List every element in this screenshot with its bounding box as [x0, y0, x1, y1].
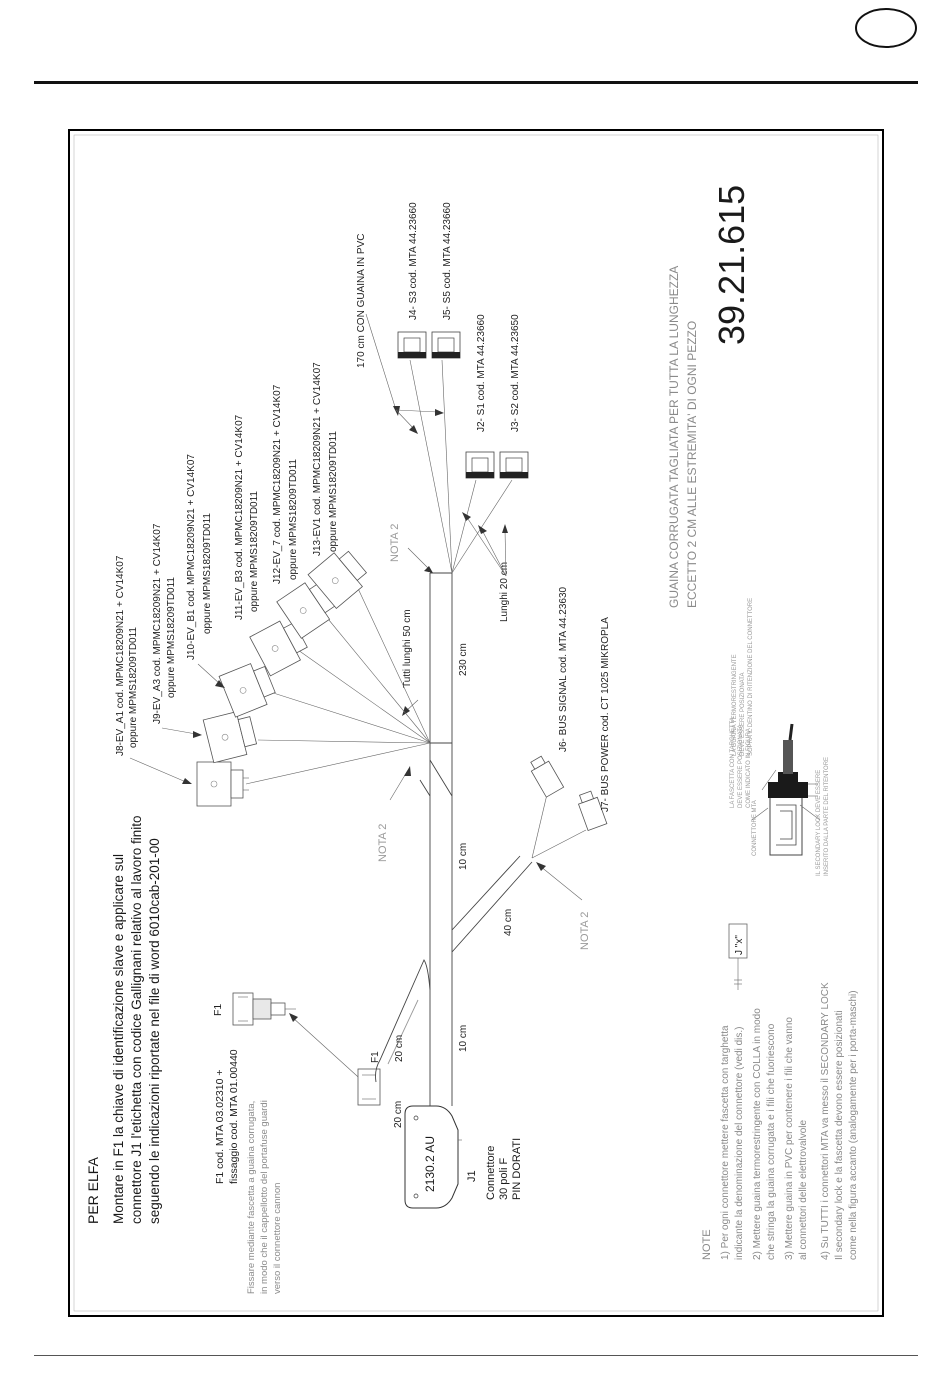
nota-2-a: NOTA 2: [377, 823, 389, 862]
valve-j8-alt: oppure MPMS18209TD011: [128, 627, 139, 748]
page-number: 39.21.615: [711, 184, 752, 345]
header-note: PER ELFA: [85, 1157, 101, 1224]
length-pvc: 170 cm CON GUAINA IN PVC: [356, 233, 367, 368]
header-rule: [34, 81, 918, 84]
sensor-j3: J3- S2 cod. MTA 44.23650: [510, 314, 521, 432]
length-10b: 10 cm: [458, 842, 469, 870]
j1-desc-1: Connettore: [485, 1145, 497, 1200]
j1-code: 2130.2 AU: [423, 1135, 437, 1192]
fuse-inline: [358, 1069, 380, 1105]
valve-j11-alt: oppure MPMS18209TD011: [249, 491, 260, 612]
footer-rule: [34, 1355, 918, 1356]
fuse-note-3: verso il connettore cannon: [272, 1182, 283, 1294]
detail-note-a-2: DEVE ESSERE POSIZIONATA: [738, 724, 744, 808]
length-40: 40 cm: [503, 908, 514, 936]
nota-2-b: NOTA 2: [389, 523, 401, 562]
valve-j10-code: J10-EV_B1 cod. MPMC18209N21 + CV14K07: [186, 454, 197, 660]
j1-name: J1: [466, 1170, 478, 1182]
note-line-5: 3) Mettere guaina in PVC per contenere i fili che vanno: [784, 1017, 795, 1260]
sensor-j5: J5- S5 cod. MTA 44.23660: [442, 202, 453, 320]
tag-label-text: J "x": [734, 935, 745, 955]
note-line-4: che stringa la guaina corrugata e i fili che fuoriescono: [766, 1023, 777, 1260]
length-230: 230 cm: [458, 643, 469, 676]
notes-title: NOTE: [701, 1229, 713, 1260]
bus-signal: J6- BUS SIGNAL cod. MTA 44.23630: [558, 586, 569, 752]
j1-desc-3: PIN DORATI: [511, 1137, 523, 1200]
length-20a: 20 cm: [393, 1100, 404, 1128]
sensor-connector-j4: [398, 332, 426, 358]
detail-note-b-2: DEVE ESSERE POSIZIONATA: [740, 672, 746, 756]
fuse-code: F1 cod. MTA 03.02310 +: [214, 1069, 226, 1184]
fuse-note-2: in modo che il cappellotto del portafuse guardi: [259, 1100, 270, 1294]
length-tutti: Tutti lunghi 50 cm: [402, 609, 413, 688]
valve-j12-alt: oppure MPMS18209TD011: [288, 459, 299, 580]
detail-note-b-1: LA GUAINA TERMORESTRINGENTE: [732, 654, 738, 756]
sensor-j4: J4- S3 cod. MTA 44.23660: [408, 202, 419, 320]
instruction-line-2: connettore J1 l'etichetta con codice Gallignani relativo al lavoro finito: [129, 815, 144, 1224]
detail-note-b-3: SOPRA IL DENTINO DI RITENZIONE DEL CONNETTORE: [748, 597, 754, 756]
fuse-note-1: Fissare mediante fascetta a guaina corrugata,: [246, 1100, 257, 1294]
instruction-line-1: Montare in F1 la chiave di identificazione slave e applicare sul: [111, 854, 126, 1224]
valve-j10-alt: oppure MPMS18209TD011: [202, 513, 213, 634]
valve-j13-alt: oppure MPMS18209TD011: [328, 431, 339, 552]
note-line-7: 4) Su TUTTI i connettori MTA va messo il SECONDARY LOCK: [820, 982, 831, 1260]
valve-j9-code: J9-EV_A3 cod. MPMC18209N21 + CV14K07: [152, 523, 163, 724]
detail-note-c-2: INSERITO DALLA PARTE DEL RITENTORE: [824, 756, 830, 876]
detail-note-c-1: IL SECONDARY LOCK DEVE ESSERE: [816, 769, 822, 876]
sensor-connector-j3: [500, 452, 528, 478]
length-lunghi: Lunghi 20 cm: [499, 561, 510, 622]
sensor-connector-j5: [432, 332, 460, 358]
fuse-fixing: fissaggio cod. MTA 01.00440: [228, 1049, 240, 1184]
length-10a: 10 cm: [458, 1024, 469, 1052]
fuse-label: F1: [212, 1003, 224, 1016]
sheath-note-2: ECCETTO 2 CM ALLE ESTREMITA' DI OGNI PEZZO: [685, 320, 699, 608]
note-line-3: 2) Mettere guaina termorestringente con COLLA in modo: [752, 1008, 763, 1260]
note-line-1: 1) Per ogni connettore mettere fascetta con targhetta: [720, 1025, 731, 1260]
detail-note-a-3: COME INDICATO IN FIGURA: [746, 728, 752, 808]
detail-connector-label: CONNETTORE MTA: [752, 800, 758, 856]
nota-2-c: NOTA 2: [579, 911, 591, 950]
detail-note-a-1: LA FASCETTA CON TARGHETTA: [730, 717, 736, 808]
note-line-2: indicante la denominazione del connettore (vedi dis.): [734, 1026, 745, 1260]
instruction-line-3: seguendo le indicazioni riportate nel file di word 6010cab-201-00: [147, 838, 162, 1224]
sheath-note-1: GUAINA CORRUGATA TAGLIATA PER TUTTA LA LUNGHEZZA: [667, 265, 681, 608]
note-line-8: Il secondary lock e la fascetta devono essere posizionati: [834, 1010, 845, 1260]
sensor-connector-j2: [466, 452, 494, 478]
fuse-inline-label: F1: [370, 1051, 381, 1063]
valve-j12-code: J12-EV_7 cod. MPMC18209N21 + CV14K07: [272, 384, 283, 584]
length-20b: 20 cm: [394, 1034, 405, 1062]
valve-j9-alt: oppure MPMS18209TD011: [166, 577, 177, 698]
valve-j11-code: J11-EV_B3 cod. MPMC18209N21 + CV14K07: [234, 414, 245, 620]
j1-desc-2: 30 poli F: [498, 1157, 510, 1200]
valve-j13-code: J13-EV1 cod. MPMC18209N21 + CV14K07: [312, 362, 323, 556]
note-line-6: al connettori delle elettrovalvole: [798, 1119, 809, 1260]
bus-power: J7- BUS POWER cod. CT 1025 MIKROPLA: [600, 617, 611, 812]
note-line-9: come nella figura accanto (analogamente per i porta-maschi): [848, 990, 859, 1260]
page-badge: [856, 9, 916, 47]
valve-j8-code: J8-EV_A1 cod. MPMC18209N21 + CV14K07: [115, 555, 126, 756]
sensor-j2: J2- S1 cod. MTA 44.23660: [476, 314, 487, 432]
